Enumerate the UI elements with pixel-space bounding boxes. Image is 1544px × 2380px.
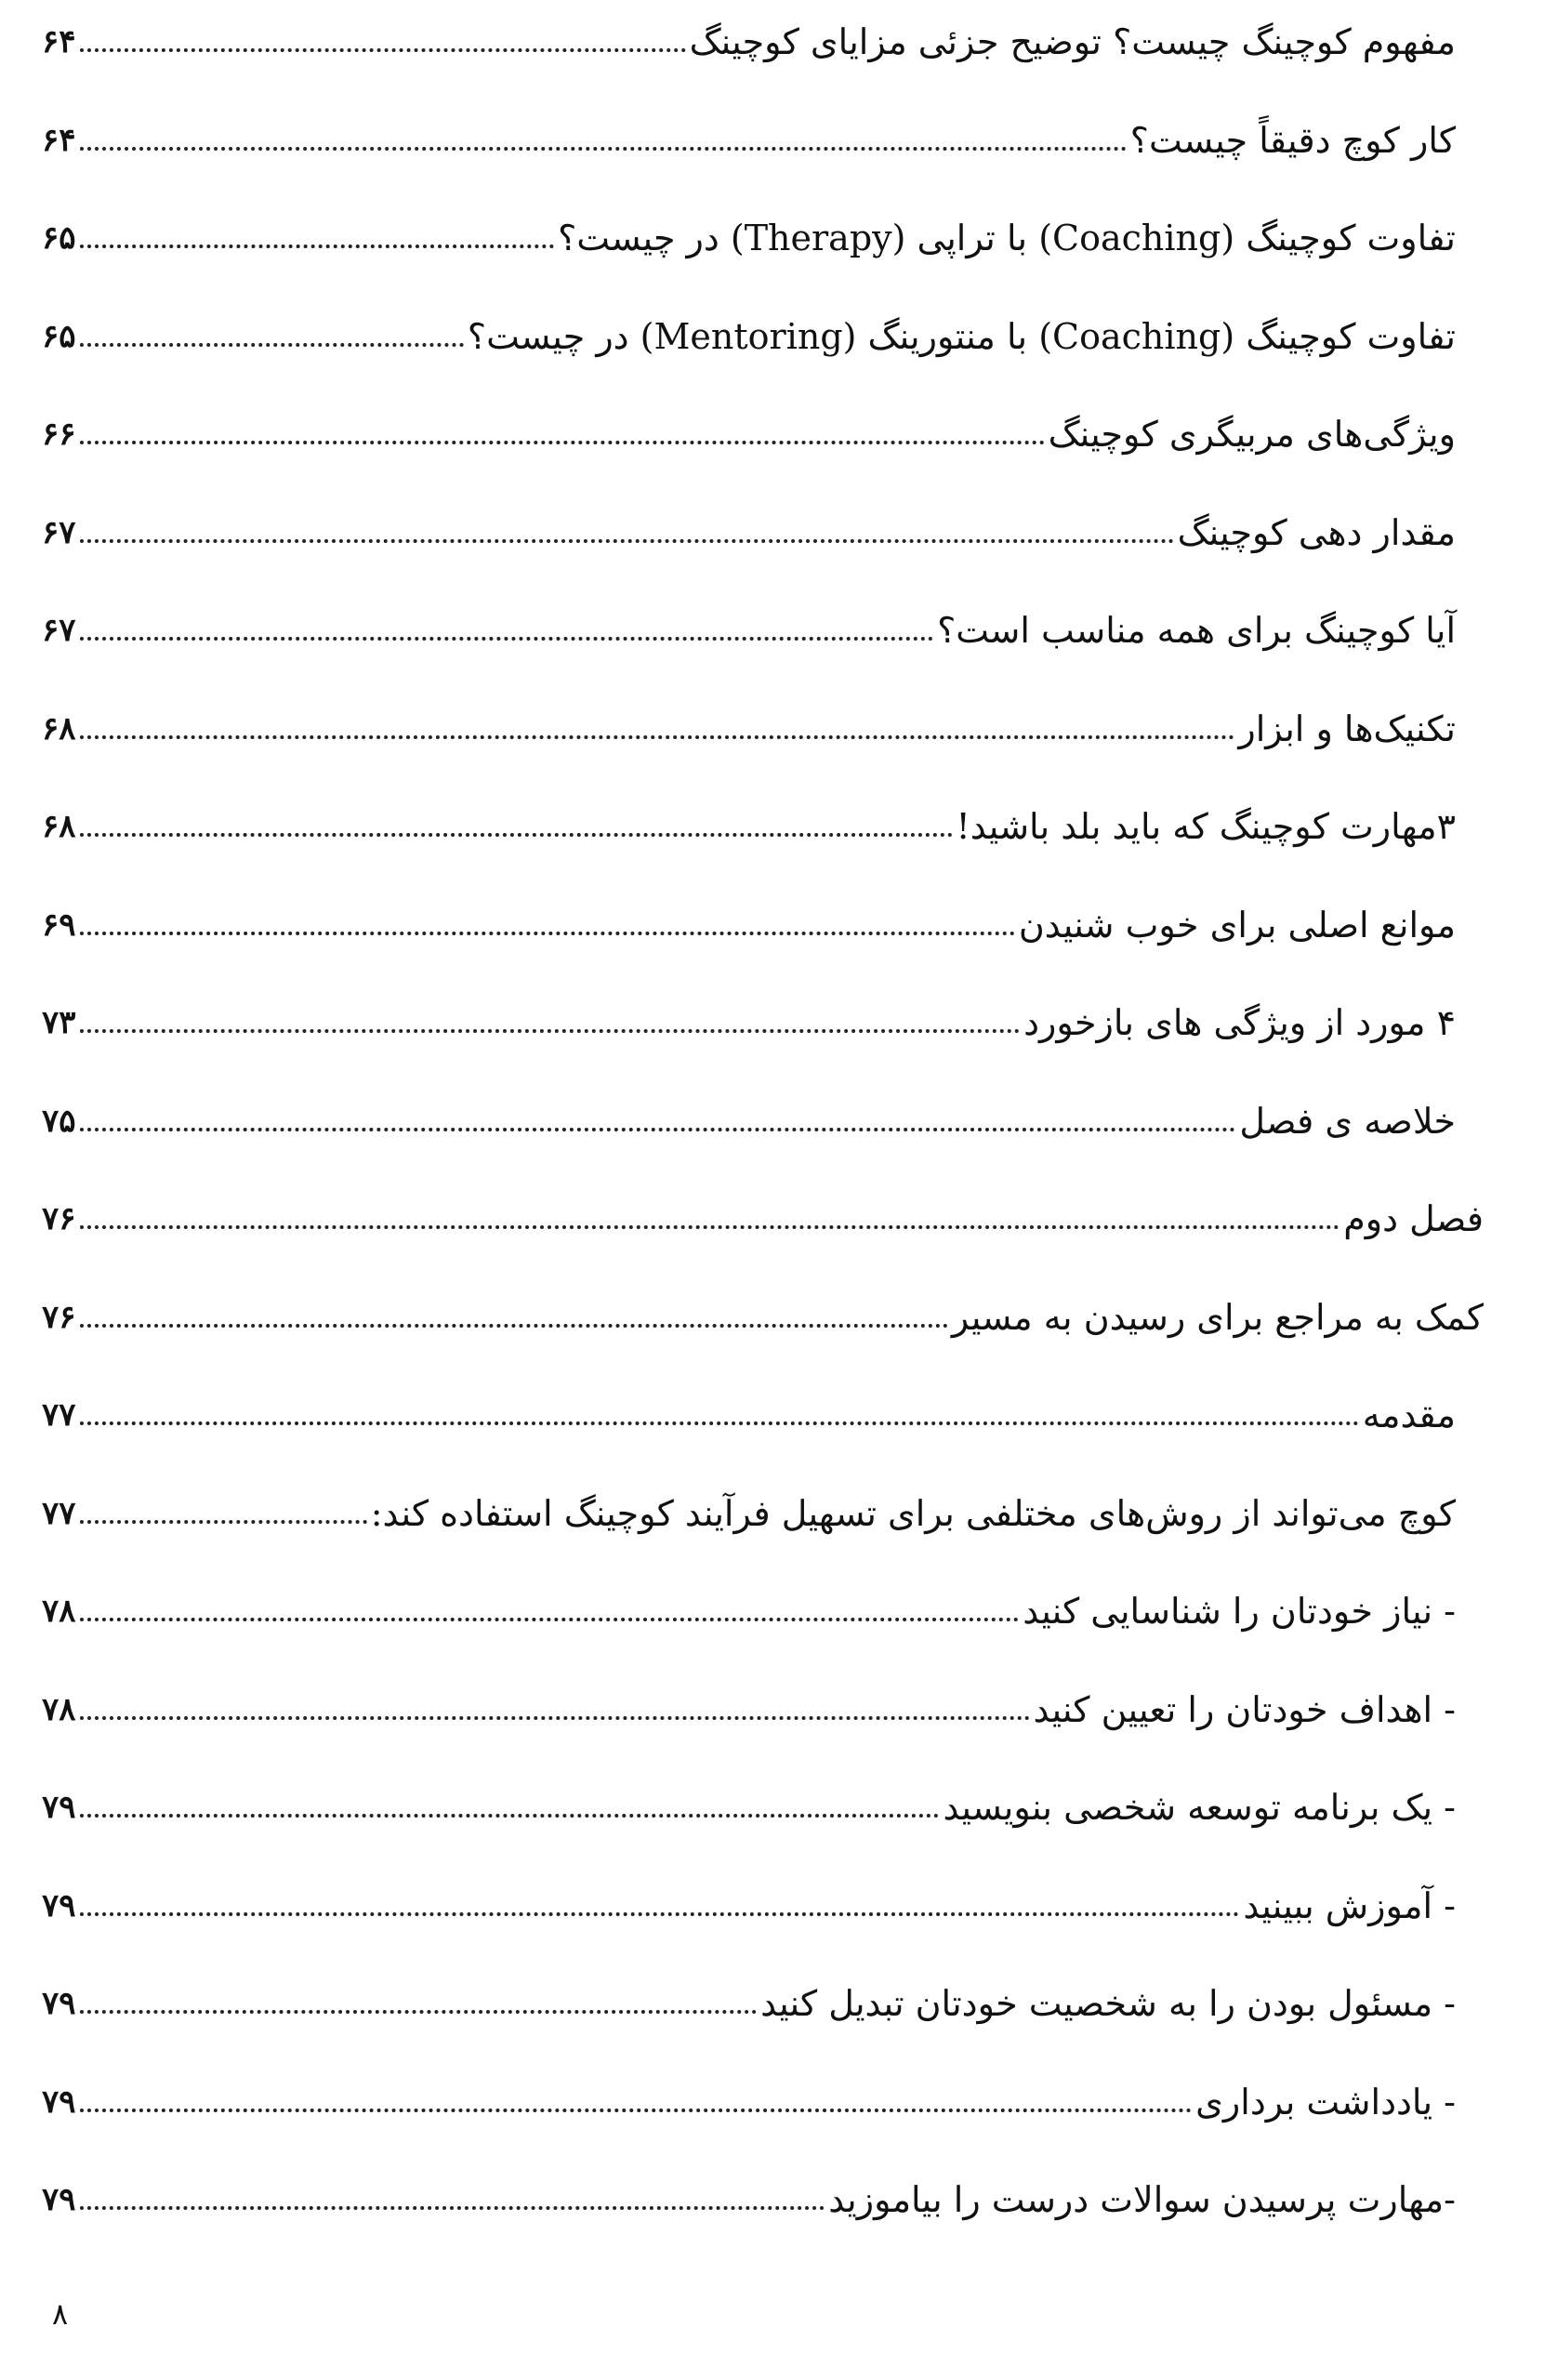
- toc-entry-title: موانع اصلی برای خوب شنیدن: [1018, 904, 1456, 945]
- toc-dot-leader: [80, 2010, 758, 2014]
- toc-entry-title: فصل دوم: [1343, 1198, 1484, 1239]
- toc-page-number: ۷۹: [42, 2181, 76, 2218]
- toc-entry[interactable]: [42, 1971, 1456, 2036]
- toc-page-number: ۷۹: [42, 1789, 76, 1826]
- toc-entry[interactable]: [42, 598, 1456, 663]
- toc-entry-title: کوچ می‌تواند از روش‌های مختلفی برای تسهیل فرآیند کوچینگ استفاده کند:: [370, 1492, 1456, 1534]
- toc-dot-leader: [80, 833, 953, 837]
- toc-dot-leader: [80, 1520, 367, 1524]
- toc-dot-leader: [80, 1225, 1340, 1229]
- toc-entry[interactable]: [42, 500, 1456, 565]
- toc-dot-leader: [80, 48, 686, 52]
- toc-page-number: ۷۹: [42, 1886, 76, 1924]
- toc-page-number: ۷۶: [42, 1200, 76, 1237]
- toc-dot-leader: [80, 1618, 1020, 1621]
- toc-entry-title: - نیاز خودتان را شناسایی کنید: [1023, 1591, 1456, 1632]
- toc-entry[interactable]: [42, 1775, 1456, 1840]
- toc-page-number: ۷۶: [42, 1298, 76, 1336]
- toc-dot-leader: [80, 637, 934, 641]
- toc-entry-title: خلاصه ی فصل: [1239, 1100, 1456, 1142]
- toc-entry[interactable]: [42, 794, 1456, 859]
- toc-page-number: ۶۸: [42, 709, 76, 747]
- toc-entry[interactable]: [42, 1186, 1484, 1251]
- toc-entry-title: ویژگی‌های مربیگری کوچینگ: [1048, 414, 1456, 455]
- toc-entry[interactable]: [42, 304, 1456, 369]
- toc-dot-leader: [80, 539, 1174, 543]
- toc-entry[interactable]: [42, 9, 1456, 74]
- toc-entry-title: مقدمه: [1362, 1395, 1456, 1435]
- toc-entry[interactable]: [42, 1677, 1456, 1742]
- toc-entry[interactable]: [42, 1382, 1456, 1448]
- toc-entry-title: مفهوم کوچینگ چیست؟ توضیح جزئی مزایای کوچینگ: [689, 21, 1456, 62]
- toc-page-number: ۶۵: [42, 317, 76, 355]
- toc-page-number: ۶۴: [42, 121, 76, 159]
- toc-entry-title: آیا کوچینگ برای همه مناسب است؟: [937, 610, 1456, 651]
- toc-page-number: ۶۸: [42, 808, 76, 845]
- toc-dot-leader: [80, 735, 1235, 739]
- toc-dot-leader: [80, 932, 1015, 935]
- toc-dot-leader: [80, 2206, 825, 2210]
- toc-entry[interactable]: [42, 990, 1456, 1055]
- toc-entry-title: کمک به مراجع برای رسیدن به مسیر: [951, 1296, 1484, 1338]
- toc-page-number: ۶۹: [42, 906, 76, 944]
- toc-dot-leader: [80, 1029, 1021, 1033]
- toc-entry-title: تکنیک‌ها و ابزار: [1238, 707, 1456, 749]
- toc-page-number: ۷۸: [42, 1690, 76, 1728]
- toc-entry-title: -مهارت پرسیدن سوالات درست را بیاموزید: [828, 2179, 1456, 2220]
- toc-page-number: ۷۷: [42, 1396, 76, 1434]
- toc-entry-title: - اهداف خودتان را تعیین کنید: [1033, 1688, 1456, 1730]
- toc-entry-title: تفاوت کوچینگ (Coaching) با منتورینگ (Mentoring) در چیست؟: [467, 315, 1456, 357]
- toc-entry[interactable]: [42, 892, 1456, 958]
- toc-entry[interactable]: [42, 205, 1456, 271]
- toc-entry[interactable]: [42, 1285, 1484, 1350]
- toc-dot-leader: [80, 1324, 948, 1328]
- toc-dot-leader: [80, 441, 1045, 444]
- toc-dot-leader: [80, 1128, 1236, 1131]
- toc-dot-leader: [80, 1421, 1359, 1425]
- toc-dot-leader: [80, 1814, 940, 1818]
- toc-page-number: ۶۷: [42, 513, 76, 551]
- toc-entry-title: تفاوت کوچینگ (Coaching) با تراپی (Therapy) در چیست؟: [558, 218, 1456, 258]
- toc-page-number: ۶۷: [42, 612, 76, 649]
- toc-entry-title: - آموزش ببینید: [1243, 1884, 1456, 1926]
- toc-entry[interactable]: [42, 1481, 1456, 1546]
- toc-page-number: ۶۴: [42, 23, 76, 60]
- toc-entry-title: ۴ مورد از ویژگی های بازخورد: [1023, 1002, 1456, 1043]
- page-number: ۸: [52, 2296, 69, 2332]
- toc-entry-title: ۳مهارت کوچینگ که باید بلد باشید!: [956, 806, 1456, 847]
- toc-entry[interactable]: [42, 1579, 1456, 1644]
- toc-page-number: ۶۶: [42, 416, 76, 453]
- toc-dot-leader: [80, 1912, 1240, 1916]
- toc-page-number: ۷۸: [42, 1593, 76, 1630]
- toc-page-number: ۷۷: [42, 1494, 76, 1532]
- toc-entry-title: - یک برنامه توسعه شخصی بنویسید: [943, 1787, 1456, 1828]
- toc-entry-title: - مسئول بودن را به شخصیت خودتان تبدیل کنید: [760, 1983, 1456, 2024]
- toc-dot-leader: [80, 2109, 1193, 2112]
- toc-dot-leader: [80, 147, 1127, 151]
- toc-entry-title: مقدار دهی کوچینگ: [1177, 511, 1456, 553]
- toc-entry[interactable]: [42, 2167, 1456, 2232]
- toc-entry-title: - یادداشت برداری: [1195, 2081, 1456, 2122]
- toc-dot-leader: [80, 1716, 1030, 1720]
- toc-page-number: ۷۳: [42, 1004, 76, 1041]
- toc-entry[interactable]: [42, 108, 1456, 173]
- toc-page-number: ۶۵: [42, 219, 76, 257]
- toc-entry[interactable]: [42, 2069, 1456, 2135]
- toc-dot-leader: [80, 245, 555, 248]
- toc-entry[interactable]: [42, 696, 1456, 761]
- toc-dot-leader: [80, 343, 464, 347]
- toc-entry[interactable]: [42, 1873, 1456, 1938]
- toc-entry-title: کار کوچ دقیقاً چیست؟: [1129, 119, 1456, 161]
- toc-page-number: ۷۹: [42, 2082, 76, 2121]
- toc-entry[interactable]: [42, 402, 1456, 467]
- toc-page-number: ۷۹: [42, 1985, 76, 2022]
- toc-entry[interactable]: [42, 1089, 1456, 1154]
- toc-page-number: ۷۵: [42, 1102, 76, 1140]
